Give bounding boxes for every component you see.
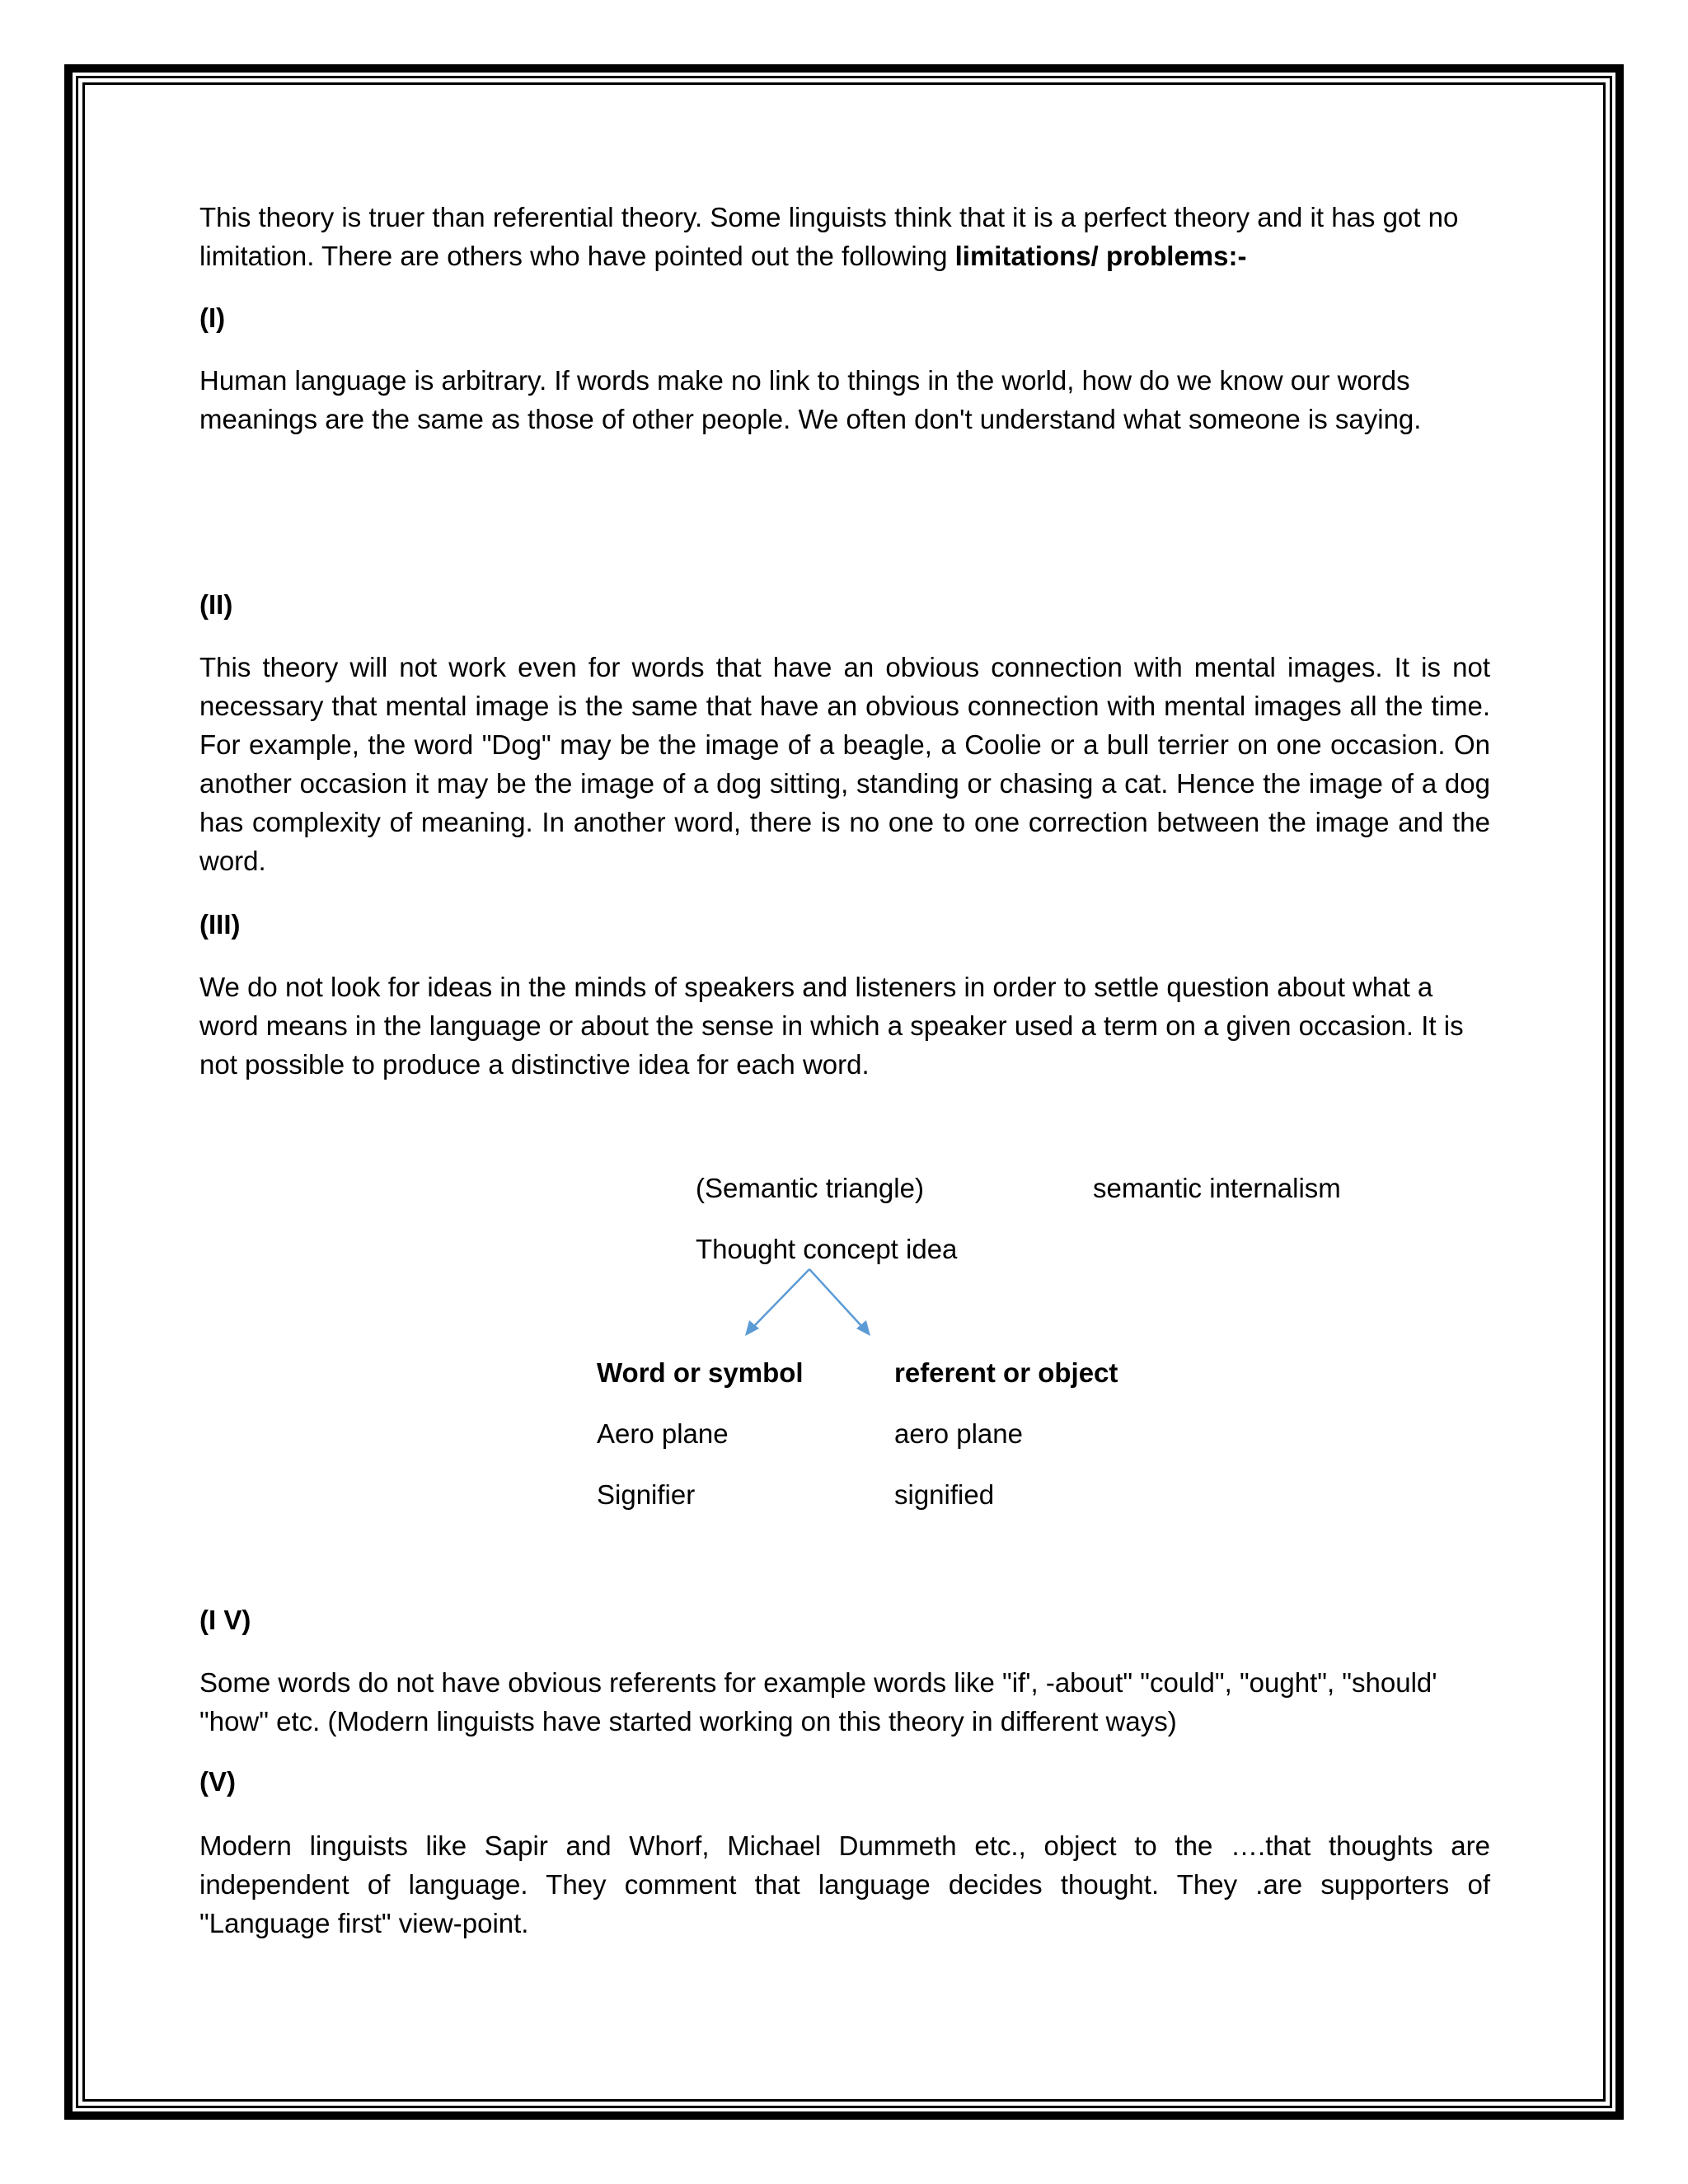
diagram-right-row-1: aero plane [894,1418,1023,1449]
section-heading-2: (II) [199,589,233,620]
section-body-1: Human language is arbitrary. If words make no link to things in the world, how do we know our words meanings are the same as those of other people. We often don't understand what someone is saying. [199,365,1422,434]
intro-bold-text: limitations/ problems:- [954,241,1247,271]
intro-text: This theory is truer than referential theory. Some linguists think that it is a perfect theory and it has got no limitation. There are others who have pointed out the following [199,202,1459,271]
intro-paragraph [199,198,1490,275]
section-heading-5: (V) [199,1766,236,1797]
arrow-left-line [752,1269,809,1329]
diagram-left-row-1: Aero plane [597,1418,729,1449]
section-heading-3: (III) [199,909,241,940]
diagram-left-row-2: Signifier [597,1479,696,1510]
diagram-left-heading: Word or symbol [597,1357,804,1388]
section-body-2: This theory will not work even for words that have an obvious connection with mental images. It is not necessary that mental image is the same that have an obvious connection with mental images all the time. For example, the word "Dog" may be the image of a beagle, a Coolie or a bull terrier on one occasion. On another occasion it may be the image of a dog sitting, standing or chasing a cat. Hence the image of a dog has complexity of meaning. In another word, there is no one to one correction between the image and the word. [199,652,1490,876]
diagram-right-heading: referent or object [894,1357,1118,1388]
arrow-left [745,1269,809,1336]
diagram-title: (Semantic triangle) [696,1173,924,1203]
diagram-apex-label: Thought concept idea [696,1234,958,1264]
arrow-right [809,1269,870,1336]
section-body-5: Modern linguists like Sapir and Whorf, Michael Dummeth etc., object to the ….that thoughts are independent of language. They comment that language decides thought. They .are supporters of "Language first" view-point. [199,1830,1490,1938]
diagram-right-row-2: signified [894,1479,995,1510]
diagram-subtitle: semantic internalism [1093,1173,1341,1203]
diagram-arrows [734,1264,882,1347]
section-body-3: We do not look for ideas in the minds of speakers and listeners in order to settle question about what a word means in the language or about the sense in which a speaker used a term on a given occasion. It is not possible to produce a distinctive idea for each word. [199,972,1464,1080]
section-body-4: Some words do not have obvious referents for example words like "if', -about" "could", "ought", "should' "how" etc. (Modern linguists have started working on this theory in different ways) [199,1667,1437,1736]
arrow-right-line [809,1269,864,1329]
section-heading-4: (I V) [199,1605,251,1635]
section-heading-1: (I) [199,302,226,333]
